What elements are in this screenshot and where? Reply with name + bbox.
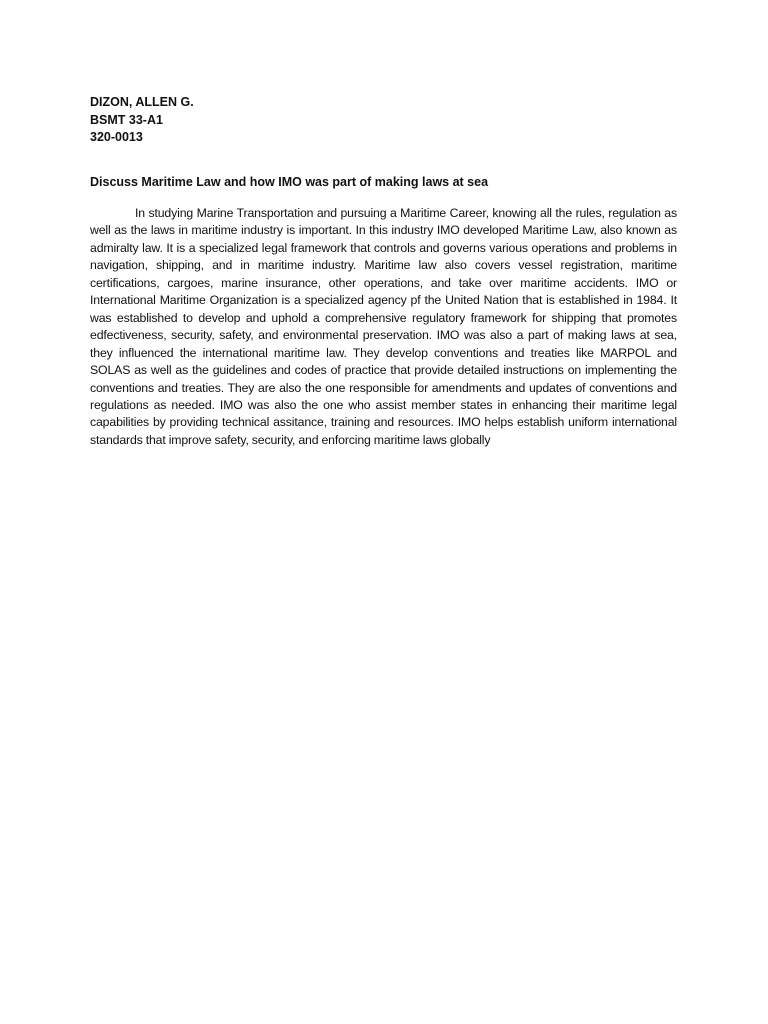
essay-body: In studying Marine Transportation and pursuing a Maritime Career, knowing all the rules, regulation as well as the laws in maritime industry is important. In this industry IMO developed Maritime Law, also known as admiralty law. It is a specialized legal framework that controls and governs various operations and problems in navigation, shipping, and in maritime industry. Maritime law also covers vessel registration, maritime certifications, cargoes, marine insurance, other operations, and take over maritime accidents. IMO or International Maritime Organization is a specialized agency pf the United Nation that is established in 1984. It was established to develop and uphold a comprehensive regulatory framework for shipping that promotes edfectiveness, security, safety, and environmental preservation. IMO was also a part of making laws at sea, they influenced the international maritime law. They develop conventions and treaties like MARPOL and SOLAS as well as the guidelines and codes of practice that provide detailed instructions on implementing the conventions and treaties. They are also the one responsible for amendments and updates of conventions and regulations as needed. IMO was also the one who assist member states in enhancing their maritime legal capabilities by providing technical assitance, training and resources. IMO helps establish uniform international standards that improve safety, security, and enforcing maritime laws globally (90, 206, 677, 447)
student-section: BSMT 33-A1 (90, 112, 163, 127)
document-page (90, 94, 677, 449)
essay-question: Discuss Maritime Law and how IMO was part of making laws at sea (90, 174, 489, 189)
student-name: DIZON, ALLEN G. (90, 95, 194, 109)
student-id-number: 320-0013 (90, 130, 143, 144)
